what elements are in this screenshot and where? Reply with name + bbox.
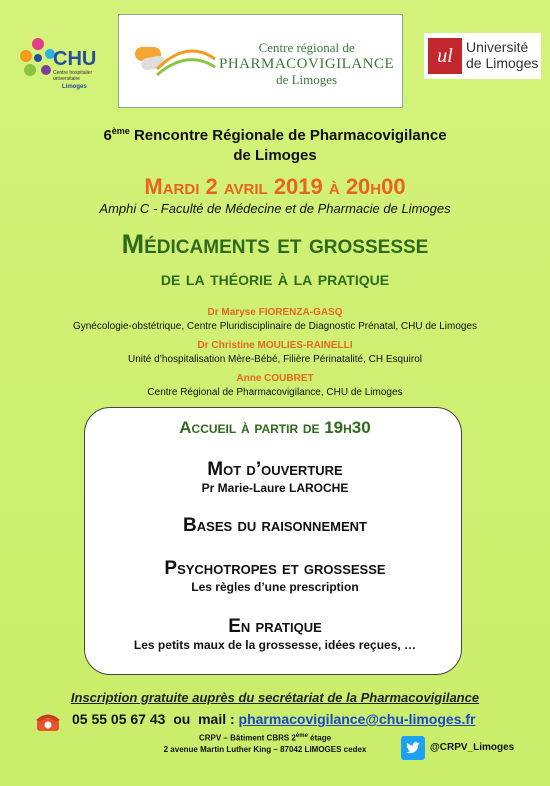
address	[100, 731, 430, 755]
event-title-line2: de Limoges	[233, 147, 317, 164]
program-item-title: Bases du raisonnement	[183, 515, 367, 536]
address-line1-sup: ème	[295, 733, 308, 739]
chu-logo-city: Limoges	[62, 84, 87, 90]
event-title-line1: Rencontre Régionale de Pharmacovigilance	[129, 127, 447, 144]
program-item	[0, 459, 550, 495]
university-logo-mark: ul	[428, 38, 462, 74]
speaker-affiliation: Gynécologie-obstétrique, Centre Pluridisciplinaire de Diagnostic Prénatal, CHU de Limoges	[72, 321, 478, 332]
event-venue: Amphi C - Faculté de Médecine et de Pharmacie de Limoges	[99, 201, 451, 216]
address-line1-a: CRPV – Bâtiment CBRS 2	[198, 733, 296, 743]
event-ordinal-sup: ème	[111, 126, 130, 136]
program-item-title: En pratique	[228, 616, 322, 637]
address-line1-b: étage	[307, 733, 332, 743]
program-item-title: Psychotropes et grossesse	[164, 558, 386, 579]
crpv-logo	[118, 14, 403, 108]
email-link[interactable]: pharmacovigilance@chu-limoges.fr	[238, 711, 476, 727]
crpv-logo-line2: PHARMACOVIGILANCE	[219, 55, 395, 72]
phone-number: 05 55 05 67 43	[72, 711, 166, 727]
chu-flower-icon	[18, 32, 58, 92]
or-mail-label: ou mail :	[165, 711, 239, 727]
speaker-name: Dr Christine MOULIES-RAINELLI	[197, 340, 353, 351]
event-title	[0, 121, 550, 166]
event-date: Mardi 2 avril 2019 à 20h00	[144, 174, 406, 199]
program-item-title: Mot d’ouverture	[207, 459, 343, 480]
registration-note: Inscription gratuite auprès du secrétariat de la Pharmacovigilance	[70, 690, 480, 705]
address-line2: 2 avenue Martin Luther King – 87042 LIMOGES cedex	[163, 744, 367, 754]
crpv-logo-line1: Centre régional de	[258, 40, 355, 55]
program-item-subtitle: Les petits maux de la grossesse, idées reçues, …	[133, 638, 417, 652]
phone-icon	[34, 711, 62, 733]
speakers-list	[0, 306, 550, 400]
speaker-name: Dr Maryse FIORENZA-GASQ	[207, 307, 343, 318]
program-item	[0, 515, 550, 537]
program-item	[0, 558, 550, 594]
event-ordinal: 6	[103, 127, 112, 144]
twitter-handle[interactable]: @CRPV_Limoges	[430, 742, 515, 753]
university-logo-line1: Université	[466, 39, 529, 55]
speaker-affiliation: Centre Régional de Pharmacovigilance, CHU de Limoges	[147, 387, 403, 398]
pill-icon	[127, 29, 217, 99]
university-logo	[424, 33, 541, 79]
chu-logo-subtitle: Centre hospitalier universitaire	[53, 70, 93, 82]
university-logo-line2: de Limoges	[466, 55, 539, 72]
speaker-affiliation: Unité d’hospitalisation Mère-Bébé, Filière Périnatalité, CH Esquirol	[127, 354, 423, 365]
topic-title: Médicaments et grossesse	[121, 229, 429, 259]
crpv-logo-line3: de Limoges	[276, 72, 338, 88]
program-item-subtitle: Pr Marie-Laure LAROCHE	[201, 481, 349, 495]
chu-logo-text: CHU	[53, 48, 97, 70]
speaker-name: Anne COUBRET	[236, 373, 314, 384]
program-item-subtitle: Les règles d’une prescription	[191, 580, 359, 594]
chu-logo	[18, 26, 106, 94]
welcome-time: Accueil à partir de 19h30	[179, 418, 371, 437]
contact-line	[72, 711, 475, 727]
twitter-icon[interactable]	[401, 736, 425, 760]
program-item	[0, 616, 550, 652]
topic-subtitle: de la théorie à la pratique	[160, 268, 390, 290]
